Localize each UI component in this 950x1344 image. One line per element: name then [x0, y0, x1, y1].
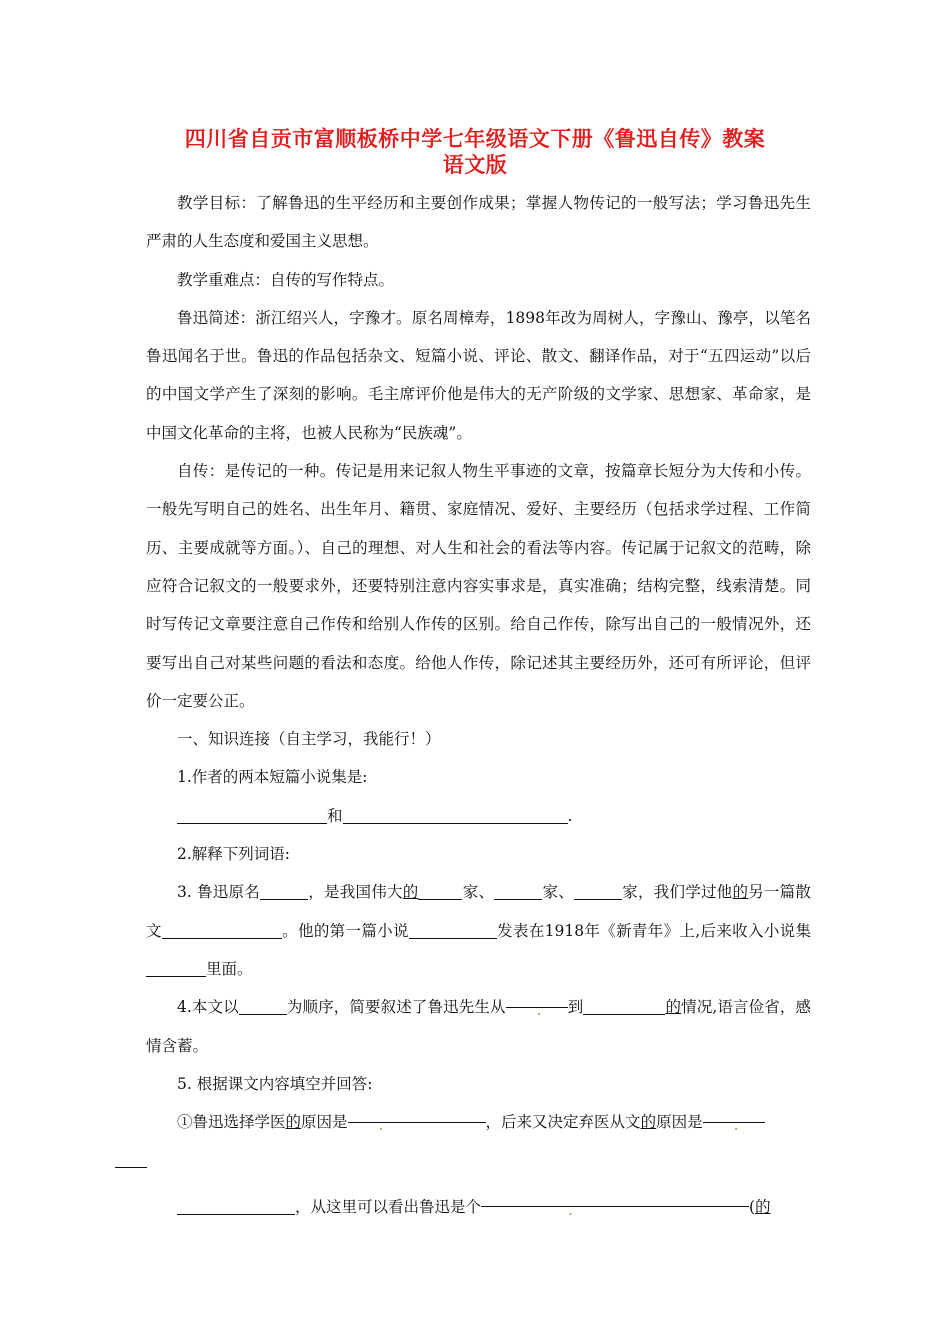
- q4-text: 的: [665, 998, 682, 1017]
- q4-text: 为顺序，简要叙述了鲁迅先生从: [286, 998, 506, 1017]
- section-heading-1: 一、知识连接（自主学习，我能行！）: [177, 730, 441, 749]
- q3-text: 家、: [542, 883, 574, 902]
- green-dot-mark: .: [378, 1116, 384, 1135]
- answer-blank[interactable]: [239, 999, 287, 1016]
- answer-blank[interactable]: [481, 1191, 749, 1219]
- answer-blank[interactable]: [494, 884, 542, 901]
- q4-text: 语言俭省，感情含蓄。: [146, 998, 811, 1055]
- q5-text: ，从这里可以看出鲁迅是个: [295, 1197, 482, 1216]
- q3-text: 后来收入小说集: [700, 921, 811, 940]
- q5-text: ，后来又决定弃医从文: [485, 1113, 641, 1132]
- teaching-goal-paragraph: 教学目标：了解鲁迅的生平经历和主要创作成果；掌握人物传记的一般写法；学习鲁迅先生严肃的人生态度和爱国主义思想。: [146, 194, 811, 251]
- question-2: 2.解释下列词语:: [177, 845, 291, 864]
- question-4: [146, 988, 811, 1065]
- answer-blank[interactable]: [574, 884, 622, 901]
- document-body: [146, 184, 811, 1226]
- q4-text: 4.本文以: [177, 998, 239, 1017]
- q3-text: 的: [732, 883, 749, 902]
- green-dot-mark: .: [536, 1001, 542, 1020]
- answer-blank[interactable]: [583, 999, 665, 1016]
- q5-text: (: [749, 1197, 756, 1216]
- q3-text: 里面。: [206, 959, 253, 978]
- q1-end-text: .: [567, 806, 573, 825]
- answer-blank[interactable]: [348, 1106, 486, 1135]
- teaching-key-paragraph: 教学重难点：自传的写作特点。: [177, 270, 395, 289]
- q5-text: 原因是: [301, 1113, 348, 1132]
- q4-text: 情况,: [681, 998, 718, 1017]
- answer-blank[interactable]: [260, 884, 308, 901]
- answer-blank[interactable]: [177, 1198, 295, 1215]
- q1-and-text: 和: [327, 806, 343, 825]
- q5-text: 的: [285, 1113, 302, 1132]
- q4-text: 到: [567, 998, 584, 1017]
- answer-blank[interactable]: [115, 1152, 147, 1169]
- question-5-item-1: [146, 1103, 811, 1180]
- answer-blank[interactable]: [343, 807, 568, 824]
- green-dot-mark: .: [568, 1200, 573, 1219]
- title-line-2: 语文版: [442, 153, 508, 177]
- question-5: 5. 根据课文内容填空并回答:: [177, 1074, 373, 1093]
- question-5-item-1-cont: [146, 1188, 811, 1226]
- title-line-1: 四川省自贡市富顺板桥中学七年级语文下册《鲁迅自传》教案: [184, 127, 766, 151]
- q3-text: 家，我们学过他: [621, 883, 733, 902]
- q5-text: 的: [755, 1197, 771, 1216]
- q3-text: 。他的第一篇小说: [281, 921, 409, 940]
- q3-text: ，是我国伟大: [307, 883, 403, 902]
- q5-text: 的: [640, 1113, 657, 1132]
- answer-blank[interactable]: [506, 991, 568, 1020]
- q3-text: 发表在1918年《新青年》上,: [496, 921, 701, 940]
- q5-text: ①鲁迅选择学医: [177, 1113, 286, 1132]
- autobiography-paragraph: 自传：是传记的一种。传记是用来记叙人物生平事迹的文章，按篇章长短分为大传和小传。一般先写明自己的姓名、出生年月、籍贯、家庭情况、爱好、主要经历（包括求学过程、工作简历、主要成就等方面。）、自己的理想、对人生和社会的看法等内容。传记属于记叙文的范畴，除应符合记叙文的一般要求外，还要特别注意内容实事求是，真实准确；结构完整，线索清楚。同时写传记文章要注意自己作传和给别人作传的区别。给自己作传，除写出自己的一般情况外，还要写出自己对某些问题的看法和态度。给他人作传，除记述其主要经历外，还可有所评论，但评价一定要公正。: [146, 462, 811, 710]
- q5-text: 原因是: [656, 1113, 703, 1132]
- green-dot-mark: .: [733, 1116, 739, 1135]
- answer-blank[interactable]: [418, 884, 462, 901]
- answer-blank[interactable]: [409, 922, 497, 939]
- luxun-intro-paragraph: 鲁迅简述：浙江绍兴人，字豫才。原名周樟寿，1898年改为周树人，字豫山、豫亭，以笔名鲁迅闻名于世。鲁迅的作品包括杂文、短篇小说、评论、散文、翻译作品，对于“五四运动”以后的中国文学产生了深刻的影响。毛主席评价他是伟大的无产阶级的文学家、思想家、革命家，是中国文化革命的主将，也被人民称为“民族魂”。: [146, 308, 811, 442]
- answer-blank[interactable]: [177, 807, 327, 824]
- q3-text: 的: [402, 883, 419, 902]
- question-1-blanks: [146, 797, 811, 835]
- q3-text: 另一篇散文: [146, 883, 811, 940]
- question-1: 1.作者的两本短篇小说集是:: [177, 768, 368, 787]
- answer-blank[interactable]: [703, 1106, 765, 1135]
- question-3: [146, 873, 811, 988]
- q3-text: 家、: [462, 883, 495, 902]
- answer-blank[interactable]: [162, 922, 282, 939]
- answer-blank[interactable]: [146, 960, 206, 977]
- q3-text: 3. 鲁迅原名: [177, 883, 260, 902]
